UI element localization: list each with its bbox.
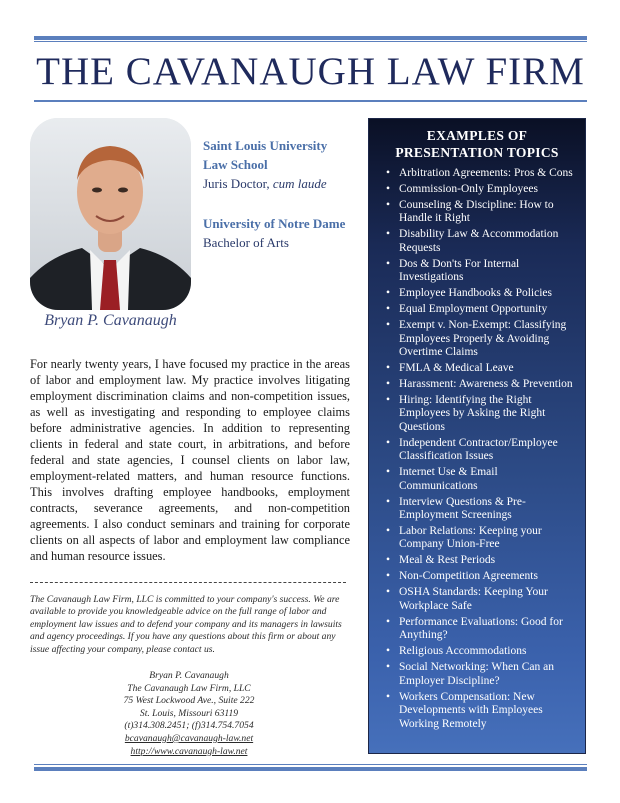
bottom-rule-thick (34, 767, 587, 771)
email-link[interactable]: bcavanaugh@cavanaugh-law.net (124, 732, 254, 744)
presentation-topics-panel (368, 118, 586, 754)
topic-item: • Exempt v. Non-Exempt: Classifying Employees Properly & Avoiding Overtime Claims (399, 319, 577, 359)
topic-item: • Independent Contractor/Employee Classification Issues (399, 437, 577, 464)
topic-item: • FMLA & Medical Leave (399, 362, 577, 375)
topics-heading-line2: PRESENTATION TOPICS (395, 145, 559, 160)
topic-item: • Internet Use & Email Communications (399, 466, 577, 493)
degree-honor: cum laude (272, 176, 327, 191)
contact-address-line1: 75 West Lockwood Ave., Suite 222 (123, 695, 255, 707)
topic-item: • Meal & Rest Periods (399, 554, 577, 567)
topic-item: • Religious Accommodations (399, 645, 577, 658)
topic-item: • Labor Relations: Keeping your Company Union-Free (399, 525, 577, 552)
topic-item: • Counseling & Discipline: How to Handle it Right (399, 199, 577, 226)
topic-item: • Dos & Don'ts For Internal Investigations (399, 258, 577, 285)
top-rule-thin (34, 41, 587, 42)
school-name: Saint Louis University (203, 138, 328, 153)
topic-item: • Disability Law & Accommodation Requests (399, 228, 577, 255)
topic-item: • Arbitration Agreements: Pros & Cons (399, 167, 577, 180)
top-rule-thick (34, 36, 587, 40)
topic-item: • Hiring: Identifying the Right Employees by Asking the Right Questions (399, 394, 577, 434)
degree (203, 174, 345, 193)
school-name-line2: Law School (203, 157, 268, 172)
topics-list (377, 167, 577, 731)
commitment-statement: The Cavanaugh Law Firm, LLC is committed to your company's success. We are available to provide you knowledgeable advice on the full range of labor and employment law issues and to defend your company and its managers in lawsuits and agency proceedings. If you have any questions about this firm or about any issue affecting your company, please contact us. (30, 594, 342, 655)
section-divider (30, 582, 346, 583)
bottom-rule-thin (34, 764, 587, 765)
title-underline (34, 100, 587, 102)
education-section (203, 136, 345, 252)
topic-item: • Harassment: Awareness & Prevention (399, 378, 577, 391)
topics-heading (377, 127, 577, 161)
topic-item: • Performance Evaluations: Good for Anything? (399, 616, 577, 643)
topic-item: • Equal Employment Opportunity (399, 303, 577, 316)
contact-name: Bryan P. Cavanaugh (149, 670, 229, 681)
topic-item: • Employee Handbooks & Policies (399, 287, 577, 300)
topic-item: • OSHA Standards: Keeping Your Workplace Safe (399, 586, 577, 613)
bio-paragraph: For nearly twenty years, I have focused my practice in the areas of labor and employment law. My practice involves litigating employment discrimination claims and non-competition issues, as well as investigating and responding to employee claims before administrative agencies. In addition to representing clients in federal and state court, in arbitrations, and before federal and state agencies, I counsel clients on labor law, employment-related matters, and human resource functions. This involves drafting employee handbooks, employment contracts, severance agreements, and non-competition agreements. I also conduct seminars and training for corporate clients on all aspects of labor and employment law compliance and human resource issues. (30, 357, 350, 563)
contact-block (30, 670, 348, 758)
contact-address-line2: St. Louis, Missouri 63119 (139, 707, 239, 719)
website-link[interactable]: http://www.cavanaugh-law.net (130, 745, 248, 757)
attorney-name: Bryan P. Cavanaugh (44, 312, 177, 329)
topic-item: • Non-Competition Agreements (399, 570, 577, 583)
firm-title: THE CAVANAUGH LAW FIRM (36, 50, 585, 93)
topic-item: • Interview Questions & Pre-Employment Screenings (399, 496, 577, 523)
attorney-photo (30, 118, 191, 310)
degree-text: Juris Doctor, (203, 176, 273, 191)
topic-item: • Social Networking: When Can an Employer Discipline? (399, 661, 577, 688)
school-name: University of Notre Dame (203, 216, 346, 231)
topic-item: • Workers Compensation: New Developments with Employees Working Remotely (399, 691, 577, 731)
degree: Bachelor of Arts (203, 235, 289, 250)
contact-phone: (t)314.308.2451; (f)314.754.7054 (124, 720, 254, 732)
topic-item: • Commission-Only Employees (399, 183, 577, 196)
contact-firm: The Cavanaugh Law Firm, LLC (127, 682, 251, 694)
topics-heading-line1: EXAMPLES OF (426, 128, 528, 143)
